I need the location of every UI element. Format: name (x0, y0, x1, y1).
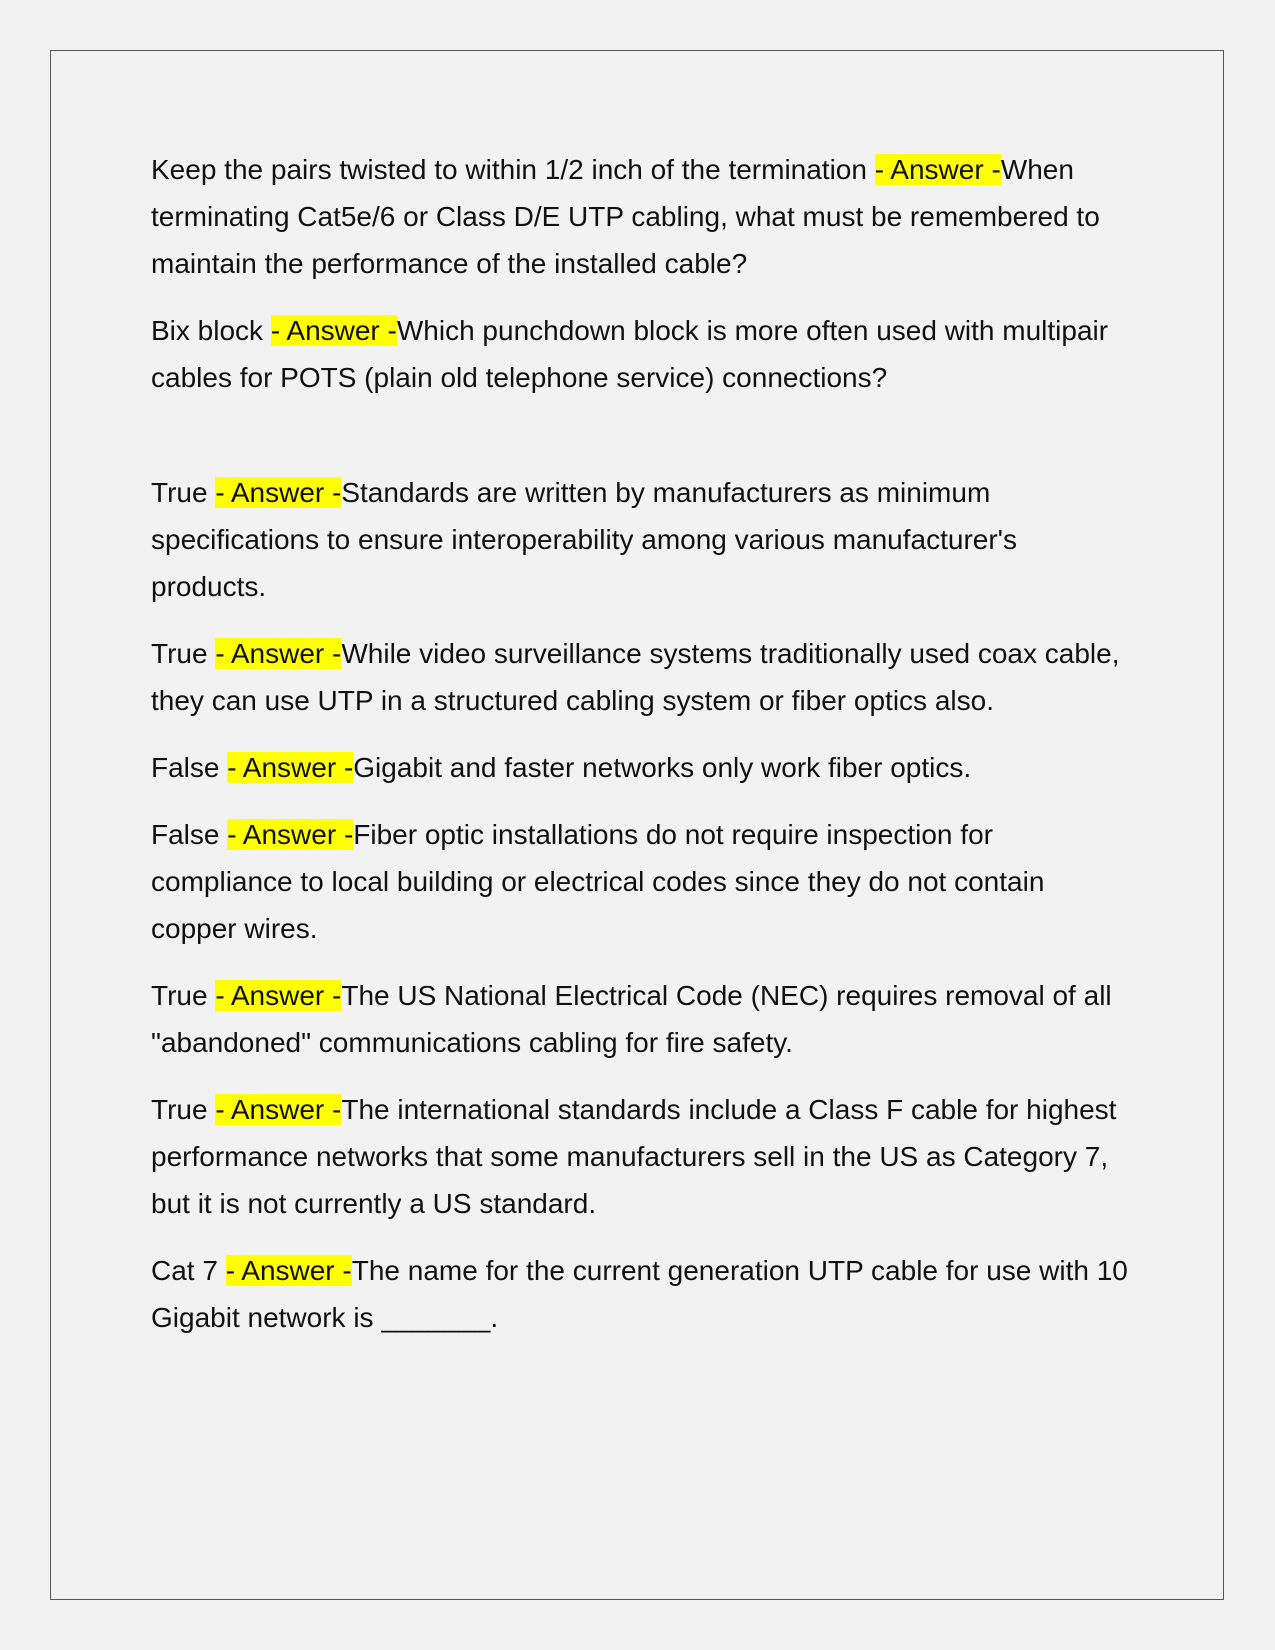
qa-item-3 (151, 469, 1131, 610)
question-text: While video surveillance systems traditionally used coax cable, they can use UTP in a structured cabling system or fiber optics also. (151, 638, 1120, 716)
answer-marker: - Answer - (874, 154, 1001, 185)
question-text: The US National Electrical Code (NEC) requires removal of all "abandoned" communications cabling for fire safety. (151, 980, 1112, 1058)
answer-text: Bix block (151, 315, 271, 346)
question-text: Gigabit and faster networks only work fiber optics. (353, 752, 972, 783)
answer-marker: - Answer - (215, 638, 342, 669)
question-text: Fiber optic installations do not require inspection for compliance to local building or electrical codes since they do not contain copper wires. (151, 819, 1045, 944)
qa-item-6 (151, 811, 1131, 952)
document-body (151, 146, 1131, 1361)
answer-text: True (151, 1094, 216, 1125)
qa-item-2 (151, 307, 1131, 401)
answer-marker: - Answer - (215, 477, 342, 508)
qa-item-8 (151, 1086, 1131, 1227)
qa-item-1 (151, 146, 1131, 287)
question-text: The name for the current generation UTP cable for use with 10 Gigabit network is _______. (151, 1255, 1128, 1333)
qa-item-5 (151, 744, 1131, 791)
question-text: When terminating Cat5e/6 or Class D/E UTP cabling, what must be remembered to maintain the performance of the installed cable? (151, 154, 1100, 279)
question-text: The international standards include a Class F cable for highest performance networks that some manufacturers sell in the US as Category 7, but it is not currently a US standard. (151, 1094, 1117, 1219)
answer-text: True (151, 477, 216, 508)
answer-text: True (151, 638, 216, 669)
answer-marker: - Answer - (227, 819, 354, 850)
answer-text: Cat 7 (151, 1255, 226, 1286)
answer-marker: - Answer - (225, 1255, 352, 1286)
answer-marker: - Answer - (227, 752, 354, 783)
answer-text: Keep the pairs twisted to within 1/2 inch of the termination (151, 154, 875, 185)
qa-item-4 (151, 630, 1131, 724)
qa-item-7 (151, 972, 1131, 1066)
question-text: Which punchdown block is more often used with multipair cables for POTS (plain old telephone service) connections? (151, 315, 1109, 393)
answer-marker: - Answer - (270, 315, 397, 346)
answer-marker: - Answer - (215, 980, 342, 1011)
answer-text: False (151, 752, 228, 783)
answer-text: False (151, 819, 228, 850)
answer-marker: - Answer - (215, 1094, 342, 1125)
question-text: Standards are written by manufacturers as minimum specifications to ensure interoperability among various manufacturer's products. (151, 477, 1018, 602)
answer-text: True (151, 980, 216, 1011)
qa-item-9 (151, 1247, 1131, 1341)
